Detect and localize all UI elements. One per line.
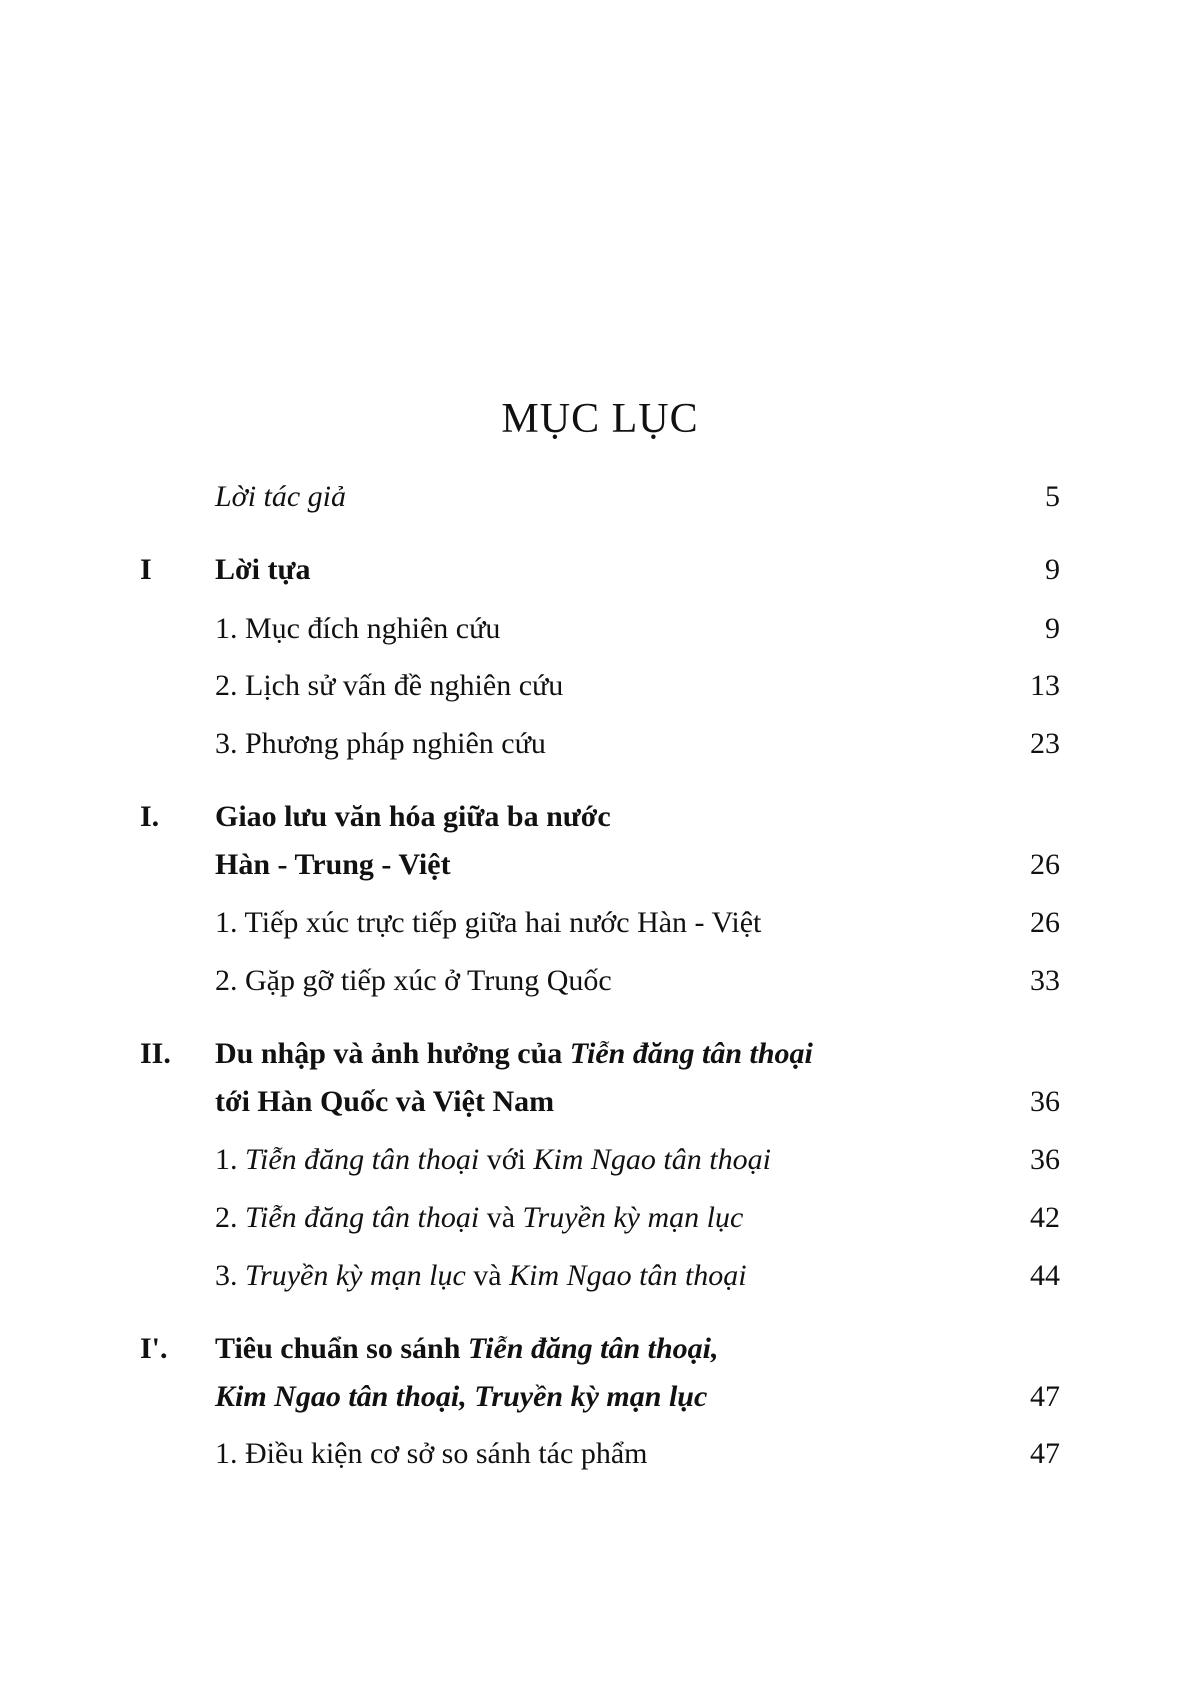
toc-entry-text-part: 1. [215,1143,245,1176]
toc-entry [0,800,1200,850]
toc-entry-text [215,1143,771,1177]
toc-entry-text: 1. Tiếp xúc trực tiếp giữa hai nước Hàn - Việt [215,906,762,939]
toc-entry-number: I. [140,800,160,833]
toc-entry [0,480,1200,530]
toc-entry-page: 13 [1030,669,1060,702]
toc-entry-text: Kim Ngao tân thoại, Truyền kỳ mạn lục [215,1380,708,1413]
toc-entry-text: Lời tác giả [215,480,347,513]
toc-entry-text: Giao lưu văn hóa giữa ba nước [215,800,611,833]
toc-entry [0,848,1200,898]
toc-entry-text: Hàn - Trung - Việt [215,848,451,881]
toc-entry-work-title: Truyền kỳ mạn lục [245,1259,466,1292]
toc-entry-page: 36 [1030,1085,1060,1118]
toc-entry-page: 42 [1030,1201,1060,1234]
toc-entry-text-part: và [465,1259,510,1292]
toc-entry-text: 3. Phương pháp nghiên cứu [215,727,546,760]
page-title: MỤC LỤC [501,396,699,442]
toc-entry-page: 47 [1030,1437,1060,1470]
toc-entry-page: 44 [1030,1259,1060,1292]
toc-entry-number: II. [140,1037,171,1070]
toc-entry-work-title: Kim Ngao tân thoại [533,1143,771,1176]
toc-entry-work-title: Tiễn đăng tân thoại [245,1143,480,1176]
toc-entry-text-part: với [479,1143,534,1176]
toc-entry-page: 33 [1030,964,1060,997]
toc-entry-page: 9 [1045,612,1060,645]
toc-entry [0,1259,1200,1309]
toc-entry-work-title: Kim Ngao tân thoại [509,1259,747,1292]
toc-entry-text: tới Hàn Quốc và Việt Nam [215,1085,555,1118]
toc-entry-text: Lời tựa [215,553,311,586]
toc-entry-text-part: 2. [215,1201,245,1234]
toc-entry [0,612,1200,662]
toc-entry-text-part: Du nhập và ảnh hưởng của [215,1037,570,1070]
toc-entry-text-part: Tiêu chuẩn so sánh [215,1332,468,1365]
toc-entry-text-part: 3. [215,1259,245,1292]
toc-entry [0,1085,1200,1135]
toc-entry-page: 9 [1045,553,1060,586]
toc-entry [0,669,1200,719]
toc-entry-number: I'. [140,1332,168,1365]
toc-entry-page: 26 [1030,848,1060,881]
toc-entry-number: I [140,553,152,586]
toc-entry [0,964,1200,1014]
toc-entry-work-title: Tiễn đăng tân thoại [569,1037,813,1070]
toc-entry-page: 47 [1030,1380,1060,1413]
toc-entry-text [215,1201,743,1235]
toc-entry-text [215,1259,747,1293]
toc-entry-page: 26 [1030,906,1060,939]
toc-entry-text: 2. Gặp gỡ tiếp xúc ở Trung Quốc [215,964,612,997]
toc-entry-text: 1. Mục đích nghiên cứu [215,612,501,645]
toc-entry-text: 1. Điều kiện cơ sở so sánh tác phẩm [215,1437,648,1470]
toc-entry-work-title: Tiễn đăng tân thoại, [467,1332,719,1365]
toc-entry [0,1437,1200,1487]
toc-entry [0,1037,1200,1087]
toc-entry [0,1380,1200,1430]
toc-entry-work-title: Tiễn đăng tân thoại [245,1201,480,1234]
toc-entry [0,553,1200,603]
toc-entry-work-title: Truyền kỳ mạn lục [522,1201,744,1234]
toc-entry [0,1143,1200,1193]
toc-entry-page: 5 [1045,480,1060,513]
toc-entry-text-part: và [479,1201,523,1234]
toc-entry-page: 23 [1030,727,1060,760]
toc-entry-text [215,1332,719,1366]
toc-entry-page: 36 [1030,1143,1060,1176]
toc-entry [0,727,1200,777]
toc-entry [0,1332,1200,1382]
toc-entry-text: 2. Lịch sử vấn đề nghiên cứu [215,669,564,702]
toc-entry [0,1201,1200,1251]
toc-entry-text [215,1037,813,1071]
toc-entry [0,906,1200,956]
